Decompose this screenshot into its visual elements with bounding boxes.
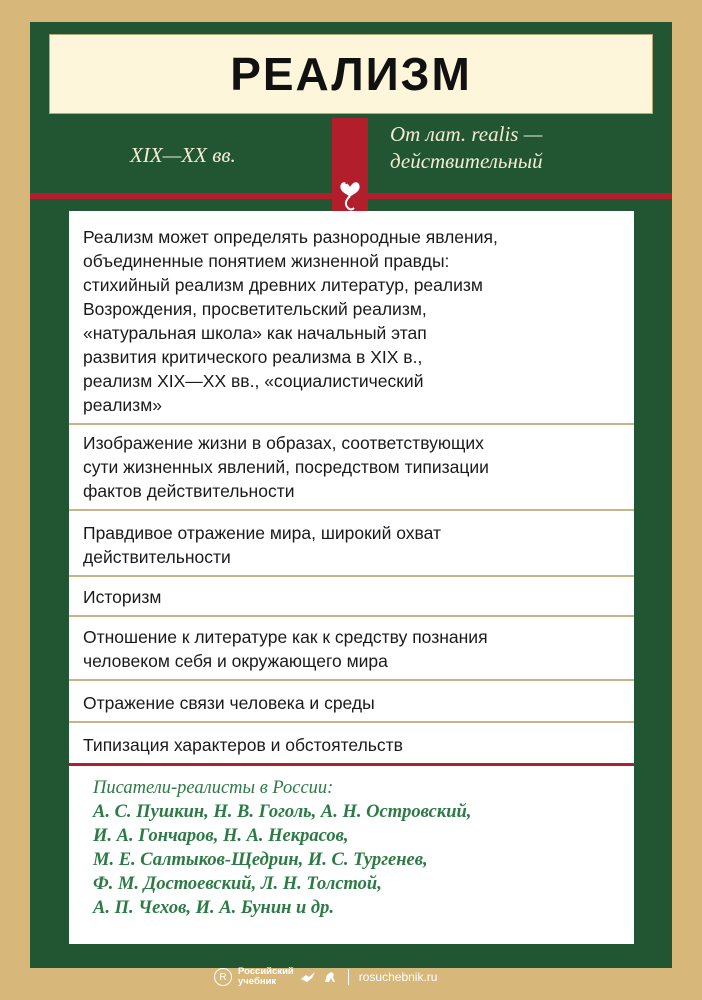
writers-section <box>69 766 634 920</box>
etymology-line-2: действительный <box>390 149 543 173</box>
bird-icon <box>300 970 316 984</box>
footer <box>214 964 514 990</box>
title-box <box>49 34 653 114</box>
feature-item: Историзм <box>83 587 162 607</box>
writers-line: М. Е. Салтыков-Щедрин, И. С. Тургенев, <box>93 850 428 870</box>
etymology <box>390 121 543 175</box>
feature-item: Реализм может определять разнородные явления, объединенные понятием жизненной правды: стихийный реализм древних литератур, реализм Возрождения, просветительский реализм, «натуральная школа» как начальный этап развития критического реализма в XIX в., реализм XIX—XX вв., «социалистический реализм» <box>83 227 498 415</box>
feature-item: Правдивое отражение мира, широкий охват действительности <box>83 523 441 567</box>
website-link[interactable]: rosuchebnik.ru <box>358 970 438 984</box>
feature-item: Отражение связи человека и среды <box>83 693 375 713</box>
page-title: РЕАЛИЗМ <box>230 48 472 100</box>
publisher-logo-icon: R <box>214 968 232 986</box>
feature-item: Изображение жизни в образах, соответствующих сути жизненных явлений, посредством типизации фактов действительности <box>83 433 489 501</box>
writers-line: И. А. Гончаров, Н. А. Некрасов, <box>93 826 349 846</box>
writers-heading: Писатели-реалисты в России: <box>93 778 334 798</box>
publisher-brand: Российский учебник <box>238 966 294 987</box>
writers-line: А. С. Пушкин, Н. В. Гоголь, А. Н. Островский, <box>93 802 472 822</box>
feature-item: Отношение к литературе как к средству познания человеком себя и окружающего мира <box>83 627 488 671</box>
feature-item: Типизация характеров и обстоятельств <box>83 735 403 755</box>
footer-separator <box>348 969 349 985</box>
era-label: XIX—XX вв. <box>130 143 236 167</box>
writers-line: А. П. Чехов, И. А. Бунин и др. <box>93 898 334 918</box>
horse-icon <box>322 970 338 984</box>
writers-line: Ф. М. Достоевский, Л. Н. Толстой, <box>93 874 382 894</box>
content-panel <box>69 211 634 944</box>
etymology-line-1: От лат. realis — <box>390 122 543 146</box>
